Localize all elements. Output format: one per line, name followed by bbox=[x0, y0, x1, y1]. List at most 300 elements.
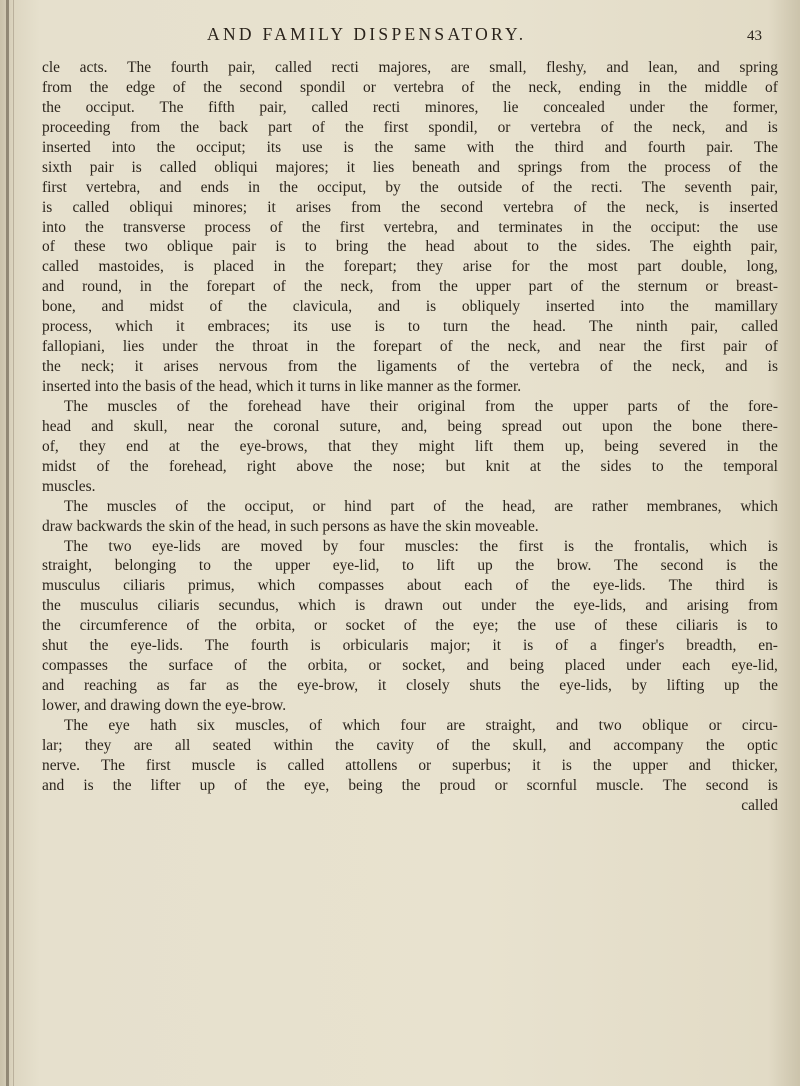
word: out bbox=[562, 417, 582, 435]
word: The bbox=[127, 59, 152, 76]
word: severed bbox=[659, 437, 707, 455]
word: recti bbox=[331, 59, 359, 76]
word: the bbox=[689, 98, 709, 116]
word: arises bbox=[295, 198, 331, 216]
word: skull, bbox=[133, 417, 168, 435]
word: the bbox=[535, 597, 555, 615]
word: third bbox=[554, 138, 584, 156]
word: finger's bbox=[618, 637, 665, 655]
word: The bbox=[668, 577, 693, 595]
word: pair bbox=[723, 338, 747, 356]
word: of bbox=[521, 178, 535, 196]
word: the bbox=[305, 258, 325, 276]
word: of bbox=[555, 637, 569, 655]
word: second bbox=[440, 198, 483, 216]
word: edge bbox=[126, 78, 156, 96]
word: eye-lids. bbox=[130, 637, 183, 655]
word: in bbox=[726, 437, 739, 455]
word: to bbox=[402, 557, 415, 575]
word: pair bbox=[89, 158, 114, 176]
word: by bbox=[385, 178, 401, 196]
word: is bbox=[83, 776, 94, 794]
word: ciliaris bbox=[157, 597, 200, 615]
word: and bbox=[604, 138, 627, 156]
word: The bbox=[204, 637, 229, 655]
word: the bbox=[643, 338, 663, 356]
word: neck, bbox=[507, 338, 541, 356]
word: pair, bbox=[750, 238, 778, 256]
word: lean, bbox=[648, 59, 678, 76]
word: that bbox=[328, 437, 352, 455]
word: the bbox=[233, 557, 253, 575]
text-line bbox=[42, 317, 778, 337]
word: far bbox=[189, 677, 207, 695]
word: of bbox=[312, 118, 325, 136]
word: the bbox=[517, 617, 537, 635]
word: most bbox=[587, 258, 618, 276]
word: compasses bbox=[318, 577, 385, 595]
word: obliqui bbox=[214, 158, 258, 176]
word: of bbox=[309, 716, 322, 734]
word: each bbox=[682, 657, 711, 675]
word: the bbox=[203, 78, 222, 96]
word: of bbox=[234, 776, 247, 794]
word: they bbox=[416, 258, 444, 276]
text-line bbox=[42, 676, 778, 696]
word: arising bbox=[686, 597, 729, 615]
word: the bbox=[551, 577, 571, 595]
word: mastoides, bbox=[98, 258, 164, 276]
word: is bbox=[275, 238, 286, 256]
word: second bbox=[705, 776, 749, 794]
word: the bbox=[401, 198, 421, 216]
word: eighth bbox=[692, 238, 732, 256]
word: and bbox=[556, 716, 579, 734]
text-line bbox=[42, 636, 778, 656]
word: being bbox=[348, 776, 383, 794]
word: of bbox=[573, 198, 587, 216]
running-head: AND FAMILY DISPENSATORY. bbox=[207, 24, 527, 44]
word: The bbox=[64, 537, 88, 555]
word: the bbox=[344, 118, 364, 136]
word: neck, bbox=[340, 278, 374, 296]
word: The bbox=[159, 98, 184, 116]
word: the bbox=[42, 358, 61, 376]
word: the bbox=[209, 397, 228, 415]
word: nerve. bbox=[42, 756, 81, 774]
word: the bbox=[401, 776, 421, 794]
word: and bbox=[606, 59, 629, 76]
word: breast- bbox=[736, 278, 778, 296]
binding-edge-inner bbox=[13, 0, 14, 1086]
word: of bbox=[765, 78, 778, 96]
word: lift bbox=[475, 437, 493, 455]
word: ninth bbox=[636, 318, 668, 336]
word: it bbox=[346, 158, 356, 176]
text-line bbox=[42, 98, 778, 118]
word: its bbox=[266, 138, 282, 156]
word: from bbox=[391, 278, 422, 296]
word: of bbox=[457, 358, 470, 376]
word: neck, bbox=[645, 198, 679, 216]
word: have bbox=[321, 397, 351, 415]
text-line bbox=[42, 58, 778, 78]
word: arises bbox=[163, 358, 199, 376]
word: vertebra, bbox=[383, 218, 438, 236]
word: to bbox=[304, 238, 317, 256]
word: first bbox=[339, 218, 365, 236]
word: is bbox=[561, 756, 572, 774]
word: forepart bbox=[373, 338, 422, 356]
word: the bbox=[112, 776, 132, 794]
text-line bbox=[42, 457, 778, 477]
word: pair bbox=[232, 238, 257, 256]
word: in bbox=[273, 258, 286, 276]
word: of bbox=[172, 78, 186, 96]
word: clavicula, bbox=[292, 298, 353, 316]
word: fourth bbox=[250, 637, 289, 655]
word: is bbox=[726, 557, 737, 575]
word: neck, bbox=[672, 118, 706, 136]
word: occiput, bbox=[244, 497, 294, 515]
word: sternum bbox=[637, 278, 688, 296]
word: seventh bbox=[684, 178, 732, 196]
word: the bbox=[279, 178, 298, 196]
word: the bbox=[759, 557, 778, 575]
word: the bbox=[301, 218, 321, 236]
word: back bbox=[219, 118, 249, 136]
word: bring bbox=[335, 238, 369, 256]
word: lies bbox=[122, 338, 145, 356]
word: two bbox=[108, 537, 132, 555]
word: neck, bbox=[528, 78, 562, 96]
word: muscle bbox=[191, 756, 236, 774]
text-line bbox=[42, 237, 778, 257]
word: frontalis, bbox=[633, 537, 690, 555]
text-line bbox=[42, 716, 778, 736]
text-line bbox=[42, 556, 778, 576]
word: second bbox=[660, 557, 704, 575]
word: pair. bbox=[706, 138, 734, 156]
word: are bbox=[554, 497, 574, 515]
word: oblique bbox=[166, 238, 214, 256]
word: might bbox=[418, 437, 455, 455]
word: out bbox=[442, 597, 462, 615]
word: up, bbox=[564, 437, 584, 455]
word: suture, bbox=[339, 417, 382, 435]
word: by bbox=[322, 537, 339, 555]
word: the bbox=[206, 497, 226, 515]
word: ends bbox=[200, 178, 229, 196]
word: is bbox=[767, 118, 778, 136]
text-line bbox=[42, 138, 778, 158]
word: The bbox=[64, 716, 88, 734]
word: the bbox=[520, 677, 540, 695]
text-line bbox=[42, 158, 778, 178]
word: former, bbox=[732, 98, 778, 116]
word: neck; bbox=[81, 358, 115, 376]
word: for bbox=[511, 258, 530, 276]
word: closely bbox=[406, 677, 450, 695]
word: is bbox=[183, 258, 194, 276]
word: upper bbox=[275, 557, 311, 575]
word: from bbox=[580, 158, 611, 176]
word: of bbox=[600, 118, 614, 136]
word: the bbox=[705, 736, 725, 754]
word: under bbox=[481, 597, 517, 615]
text-line bbox=[42, 756, 778, 776]
word: is bbox=[355, 597, 366, 615]
word: eye-lid, bbox=[731, 657, 778, 675]
word: right bbox=[246, 457, 277, 475]
word: are bbox=[450, 59, 470, 76]
word: is bbox=[767, 776, 778, 794]
word: orbicularis bbox=[342, 637, 409, 655]
page-header bbox=[207, 20, 767, 50]
word: outside bbox=[457, 178, 503, 196]
word: the bbox=[234, 417, 254, 435]
word: proud bbox=[439, 776, 476, 794]
word: which bbox=[257, 577, 296, 595]
word: of bbox=[515, 577, 529, 595]
word: eye-lids, bbox=[559, 677, 612, 695]
word: end bbox=[126, 437, 149, 455]
word: ligaments bbox=[376, 358, 437, 376]
word: and bbox=[477, 158, 500, 176]
text-line bbox=[42, 437, 778, 457]
word: straight, bbox=[42, 557, 93, 575]
word: the bbox=[267, 657, 287, 675]
word: into bbox=[111, 138, 136, 156]
word: and bbox=[42, 677, 65, 695]
word: occiput; bbox=[196, 138, 246, 156]
word: of bbox=[176, 397, 190, 415]
text-line bbox=[42, 517, 778, 537]
word: beneath bbox=[412, 158, 460, 176]
word: by bbox=[631, 677, 647, 695]
text-line bbox=[42, 277, 778, 297]
word: it bbox=[175, 318, 185, 336]
word: upper bbox=[573, 397, 609, 415]
word: eye; bbox=[472, 617, 499, 635]
word: eye-lids, bbox=[573, 597, 627, 615]
word: placed bbox=[213, 258, 254, 276]
word: or bbox=[312, 497, 326, 515]
word: being bbox=[509, 657, 544, 675]
word: head. bbox=[532, 318, 566, 336]
word: the bbox=[439, 278, 458, 296]
text-line bbox=[42, 576, 778, 596]
word: The bbox=[649, 238, 674, 256]
word: called bbox=[42, 258, 79, 276]
word: it bbox=[377, 677, 387, 695]
word: of bbox=[677, 397, 691, 415]
word: is bbox=[563, 537, 575, 555]
word: the bbox=[156, 138, 176, 156]
word: they bbox=[84, 736, 112, 754]
word: in bbox=[306, 338, 319, 356]
word: minores, bbox=[424, 98, 479, 116]
word: upon bbox=[602, 417, 633, 435]
word: and bbox=[688, 756, 711, 774]
word: first bbox=[42, 178, 67, 196]
word: eye, bbox=[304, 776, 330, 794]
word: muscle. bbox=[596, 776, 644, 794]
word: the bbox=[200, 437, 220, 455]
word: membranes, bbox=[646, 497, 722, 515]
word: part bbox=[390, 497, 415, 515]
word: sides. bbox=[596, 238, 631, 256]
word: ciliaris bbox=[123, 577, 166, 595]
word: and bbox=[697, 59, 720, 76]
word: neck, bbox=[672, 358, 705, 376]
line-words: lower, and drawing down the eye-brow. bbox=[42, 697, 287, 714]
word: compasses bbox=[42, 657, 108, 675]
word: into bbox=[42, 218, 66, 236]
word: the bbox=[514, 138, 534, 156]
word: and bbox=[558, 338, 581, 356]
word: placed bbox=[564, 657, 606, 675]
word: four bbox=[400, 716, 427, 734]
word: of bbox=[186, 617, 200, 635]
word: fore- bbox=[748, 397, 778, 415]
word: from bbox=[130, 118, 161, 136]
word: called bbox=[741, 318, 778, 336]
word: small, bbox=[489, 59, 527, 76]
word: the bbox=[759, 158, 778, 176]
text-line bbox=[42, 596, 778, 616]
word: the bbox=[169, 278, 189, 296]
text-line bbox=[42, 118, 778, 138]
word: occiput, bbox=[317, 178, 367, 196]
word: head bbox=[425, 238, 455, 256]
word: into bbox=[620, 298, 645, 316]
word: process bbox=[204, 218, 251, 236]
word: in bbox=[581, 218, 594, 236]
word: accompany bbox=[613, 736, 684, 754]
text-line bbox=[42, 417, 778, 437]
word: the bbox=[42, 617, 61, 635]
word: the bbox=[217, 617, 237, 635]
word: The bbox=[754, 138, 778, 156]
word: is bbox=[310, 637, 321, 655]
word: the bbox=[627, 158, 647, 176]
word: the bbox=[594, 537, 614, 555]
word: round, bbox=[82, 278, 122, 296]
word: proceeding bbox=[42, 118, 111, 136]
word: the bbox=[479, 537, 499, 555]
line-words: inserted into the basis of the head, which it turns in like manner as the former. bbox=[42, 378, 522, 395]
word: is bbox=[767, 537, 778, 555]
word: it bbox=[134, 358, 144, 376]
word: springs bbox=[517, 158, 563, 176]
word: musculus bbox=[42, 577, 101, 595]
word: these bbox=[73, 238, 106, 256]
word: to bbox=[407, 318, 420, 336]
line-words: called bbox=[741, 796, 778, 814]
word: the bbox=[633, 118, 653, 136]
word: concealed bbox=[543, 98, 605, 116]
word: drawn bbox=[384, 597, 423, 615]
word: upper bbox=[632, 756, 668, 774]
text-line bbox=[42, 377, 778, 397]
word: the bbox=[652, 417, 672, 435]
word: turn bbox=[443, 318, 468, 336]
line-words: draw backwards the skin of the head, in such persons as have the skin moveable. bbox=[42, 517, 539, 535]
word: the bbox=[128, 657, 148, 675]
word: forepart; bbox=[343, 258, 397, 276]
word: the bbox=[337, 358, 357, 376]
word: long, bbox=[746, 258, 778, 276]
word: under bbox=[162, 338, 198, 356]
word: to bbox=[198, 557, 211, 575]
word: and bbox=[159, 178, 182, 196]
word: under bbox=[629, 98, 665, 116]
word: the bbox=[549, 258, 569, 276]
text-line bbox=[42, 178, 778, 198]
word: middle bbox=[704, 78, 748, 96]
word: use bbox=[302, 138, 323, 156]
word: hind bbox=[344, 497, 372, 515]
word: which bbox=[298, 597, 336, 615]
word: about bbox=[473, 238, 508, 256]
word: the bbox=[759, 677, 778, 695]
word: is bbox=[523, 637, 534, 655]
word: or bbox=[497, 118, 511, 136]
word: a bbox=[590, 637, 597, 655]
text-line bbox=[42, 397, 778, 417]
text-line bbox=[42, 696, 778, 716]
word: of bbox=[433, 497, 447, 515]
text-line bbox=[42, 537, 778, 557]
word: above bbox=[296, 457, 334, 475]
word: arise bbox=[462, 258, 492, 276]
word: process, bbox=[42, 318, 93, 336]
word: being bbox=[447, 417, 482, 435]
word: which bbox=[342, 716, 380, 734]
word: which bbox=[709, 537, 748, 555]
word: minores; bbox=[193, 198, 248, 216]
word: at bbox=[529, 457, 542, 475]
word: embraces; bbox=[207, 318, 271, 336]
word: spread bbox=[501, 417, 542, 435]
word: of bbox=[461, 78, 475, 96]
word: is bbox=[736, 617, 748, 635]
word: shut bbox=[42, 637, 68, 655]
word: their bbox=[369, 397, 398, 415]
word: fourth bbox=[647, 138, 686, 156]
word: vertebra bbox=[503, 198, 554, 216]
word: pair, bbox=[228, 59, 256, 76]
word: of bbox=[269, 218, 283, 236]
text-line bbox=[42, 477, 778, 497]
word: attollens bbox=[345, 756, 398, 774]
word: under bbox=[626, 657, 662, 675]
word: it bbox=[267, 198, 276, 216]
word: lie bbox=[503, 98, 519, 116]
word: major; bbox=[430, 637, 471, 655]
word: the bbox=[719, 218, 739, 236]
word: as bbox=[226, 677, 239, 695]
word: and bbox=[457, 218, 480, 236]
text-line bbox=[42, 337, 778, 357]
word: of bbox=[570, 278, 584, 296]
word: of bbox=[765, 338, 778, 356]
word: forehead bbox=[247, 397, 302, 415]
word: but bbox=[445, 457, 466, 475]
word: they bbox=[79, 437, 106, 455]
word: sixth bbox=[42, 158, 72, 176]
